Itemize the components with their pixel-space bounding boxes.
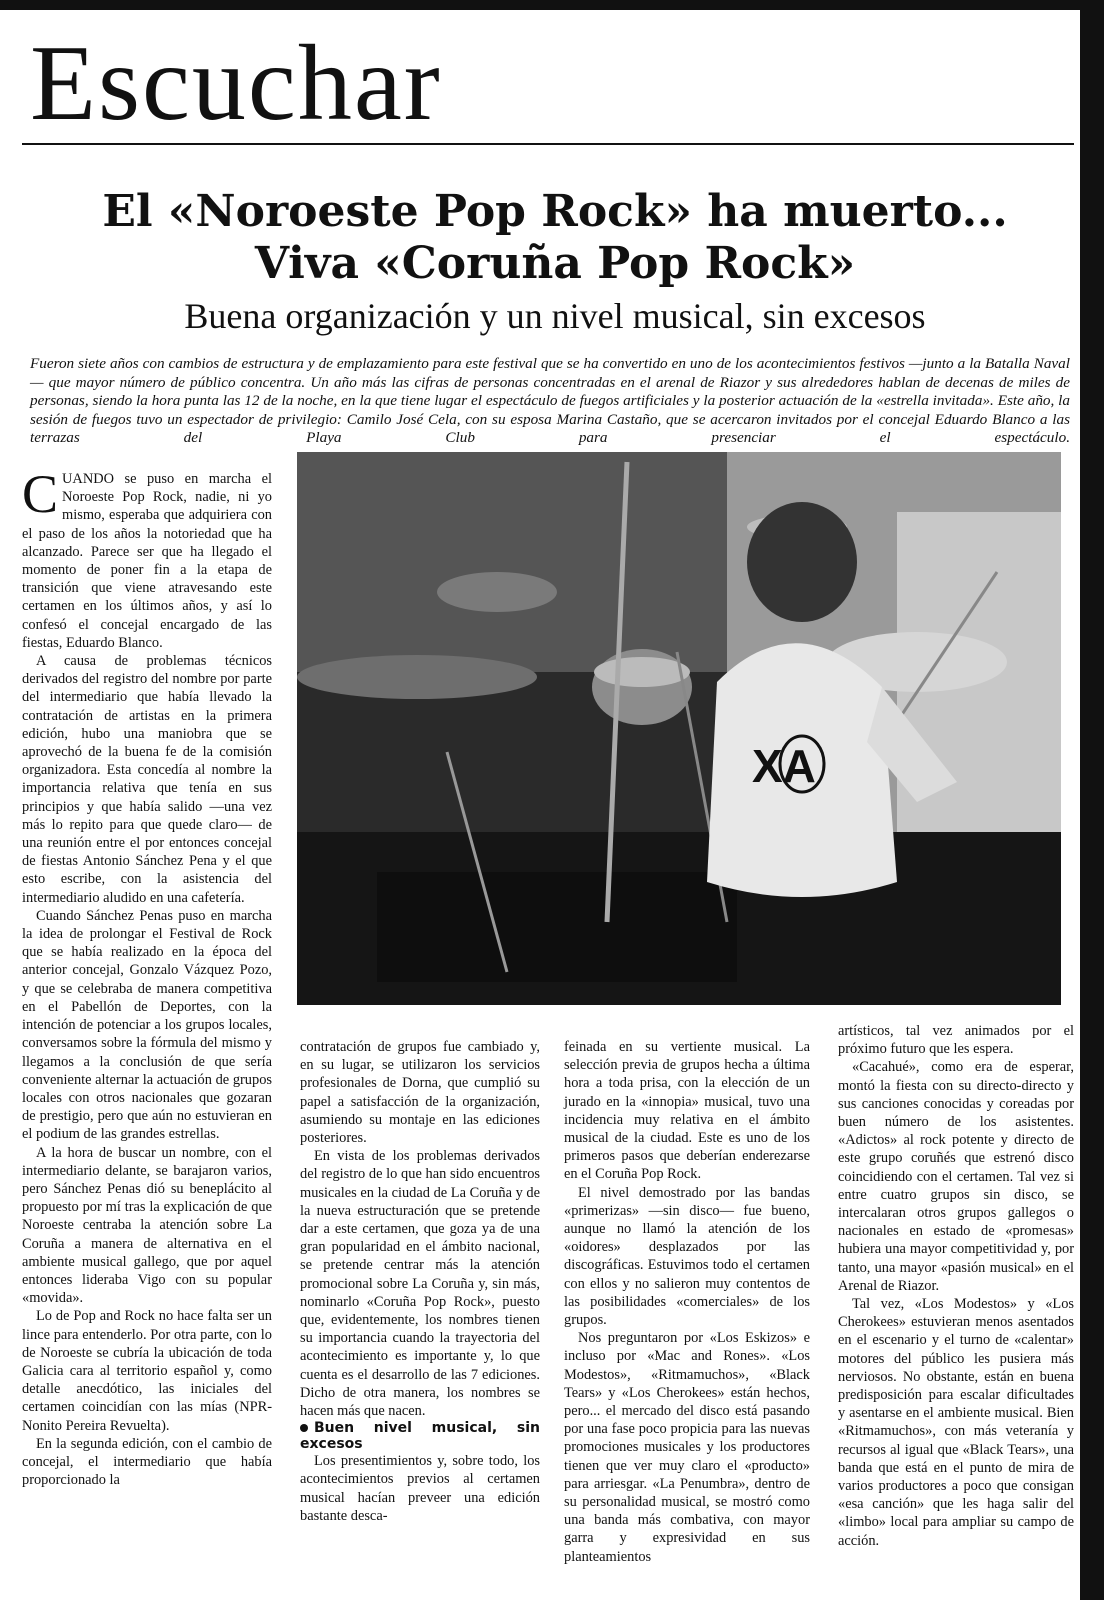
shirt-text: XA: [752, 740, 816, 792]
paragraph: artísticos, tal vez animados por el próximo futuro que les espera.: [838, 1023, 1074, 1058]
drummer-illustration: [297, 452, 1061, 1005]
section-subtitle: [300, 1420, 540, 1452]
paragraph: El nivel demostrado por las bandas «primerizas» —sin disco— fue bueno, aunque no llamó la atención de los «oidores» desplazados por las discográficas. Estuvimos todo el certamen con ellos y no salieron muy contentos de las posibilidades «comerciales» de los grupos.: [564, 1184, 810, 1329]
bullet-icon: [300, 1424, 308, 1432]
column-1: [22, 464, 272, 1489]
lead-paragraph: Fueron siete años con cambios de estructura y de emplazamiento para este festival que se ha convertido en uno de los acontecimientos festivos —junto a la Batalla Naval— que mayor número de público concentra. Un año más las cifras de personas concentradas en el arenal de Riazor y sus alrededores hablan de decenas de miles de personas, siendo la hora punta las 12 de la noche, en la que tiene lugar el espectáculo de fuegos artificiales y la posterior actuación de la «estrella invitada». Este año, la sesión de fuegos tuvo un espectador de privilegio: Camilo José Cela, con su esposa Marina Castaño, que se acercaron invitados por el concejal Eduardo Blanco a las terrazas del Playa Club para presenciar el espectáculo.: [30, 355, 1070, 446]
headline-line-1: El «Noroeste Pop Rock» ha muerto...: [102, 186, 1008, 237]
paragraph: Cuando Sánchez Penas puso en marcha la idea de prolongar el Festival de Rock que se había realizado en la época del anterior concejal, Gonzalo Vázquez Pozo, y que se celebraba de manera competitiva en el Pabellón de Deportes, con la intención de potenciar a los grupos locales, conversamos sobre la fórmula del mismo y llegamos a la conclusión de que sería conveniente alternar la actuación de grupos locales con otros nacionales que gozaran de prestigio, pero que aún no estuvieran en el podium de las grandes estrellas.: [22, 907, 272, 1143]
column-4: [838, 1022, 1074, 1550]
paragraph: Nos preguntaron por «Los Eskizos» e incluso por «Mac and Rones». «Los Modestos», «Ritmamuchos», «Black Tears» y «Los Cherokees» están hechos, pero... el mercado del disco está pasando por una fase poco propicia para las nuevas promociones musicales y los productores tienen que ver muy claro el «producto» para arriesgar. «La Penumbra», dentro de su personalidad musical, se mostró como una banda más combativa, con mayor garra y expresividad en sus planteamientos: [564, 1330, 810, 1565]
paragraph: A la hora de buscar un nombre, con el intermediario delante, se barajaron varios, pero Sánchez Penas dió su beneplácito al propuesto por mí tras la explicación de que Noroeste centraba la atención sobre La Coruña a manera de alternativa en el ambiente musical gallego, que por aquel entonces lideraba Vigo con su popular «movida».: [22, 1144, 272, 1307]
paragraph: A causa de problemas técnicos derivados del registro del nombre por parte del intermediario que había llevado la contratación de artistas en la primera edición, hubo una maniobra que se aprovechó de la buena fe de la comisión organizadora. Esta concedía al nombre la importancia relativa que tenía en sus principios y que había salido —una vez más lo repito para que quede claro— de una reunión entre el por entonces concejal de fiestas Antonio Sánchez Pena y el que esto escribe, con la asistencia del intermediario aludido en una cafetería.: [22, 653, 272, 906]
paragraph: Tal vez, «Los Modestos» y «Los Cherokees» estuvieran menos asentados en el escenario y el turno de «calentar» motores del público les pusiera más nerviosos. No obstante, están en buena predisposición para escalar dificultades y asentarse en el ambiente musical. Bien «Ritmamuchos», con más veteranía y recursos al igual que «Black Tears», una banda que está en el punto de mira de varios productores a poco que consigan «esa canción» que les haga salir del «limbo» local para ampliar su campo de acción.: [838, 1296, 1074, 1549]
subheadline: Buena organización y un nivel musical, sin excesos: [184, 296, 926, 336]
headline: [40, 186, 1070, 290]
section-subtitle-text: Buen nivel musical, sin excesos: [300, 1420, 540, 1453]
paragraph: «Cacahué», como era de esperar, montó la fiesta con su directo-directo y sus canciones conocidas y coreadas por buen número de los asistentes. «Adictos» al rock potente y directo de este grupo coruñés que estrenó disco coincidiendo con el certamen. Tal vez si entre cuatro grupos sin disco, se intercalaran otros grupos gallegos o nacionales en estado de «promesas» hubiera una mayor competitividad y, por tanto, una mayor «pasión musical» en el Arenal de Riazor.: [838, 1059, 1074, 1294]
paragraph: Lo de Pop and Rock no hace falta ser un lince para entenderlo. Por otra parte, con lo de Noroeste se cubría la ubicación de toda Galicia cara al territorio español y, como detalle anecdótico, las iniciales del certamen coincidían con las mías (NPR-Nonito Pereira Revuelta).: [22, 1308, 272, 1434]
top-border: [0, 0, 1104, 10]
column-2: [300, 1038, 540, 1525]
first-paragraph: [22, 464, 272, 652]
paragraph: Los presentimientos y, sobre todo, los acontecimientos previos al certamen musical hacían preveer una edición bastante desca-: [300, 1453, 540, 1524]
drummer-photo: [297, 452, 1061, 1005]
section-rule: [22, 143, 1074, 145]
section-title: Escuchar: [30, 24, 442, 143]
first-paragraph-text: UANDO se puso en marcha el Noroeste Pop Rock, nadie, ni yo mismo, esperaba que adquiriera con el paso de los años la notoriedad que ha alcanzado. Parece ser que ha llegado el momento de poner fin a la etapa de transición que viene atravesando este certamen en los últimos años, y así lo confesó el concejal encargado de las fiestas, Eduardo Blanco.: [22, 471, 272, 651]
drop-cap: C: [22, 464, 59, 524]
paragraph: En vista de los problemas derivados del registro de lo que han sido encuentros musicales en la ciudad de La Coruña y de la nueva estructuración que se pretende dar a este certamen, que goza ya de una gran popularidad en el ámbito nacional, se pretende centrar más la atención promocional sobre La Coruña y, sin más, nominarlo «Coruña Pop Rock», puesto que, evidentemente, los nombres tienen su importancia cuando la trayectoria del acontecimiento es importante y, lo que cuenta es el desarrollo de las 7 ediciones. Dicho de otra manera, los nombres se hacen más que nacen.: [300, 1148, 540, 1420]
paragraph: En la segunda edición, con el cambio de concejal, el intermediario que había proporcionado la: [22, 1435, 272, 1489]
paragraph: contratación de grupos fue cambiado y, en su lugar, se utilizaron los servicios profesionales de Dorna, que cumplió su papel a satisfacción de la organización, asumiendo su montaje en las ediciones posteriores.: [300, 1039, 540, 1147]
right-border: [1080, 0, 1104, 1600]
headline-line-2: Viva «Coruña Pop Rock»: [254, 238, 856, 289]
paragraph: feinada en su vertiente musical. La selección previa de grupos hecha a última hora a toda prisa, con la elección de un jurado en la «innopia» musical, tuvo una incidencia muy relativa en el ámbito musical de la ciudad. Este es uno de los primeros pasos que deberían enderezarse en el Coruña Pop Rock.: [564, 1039, 810, 1183]
column-3: [564, 1038, 810, 1566]
